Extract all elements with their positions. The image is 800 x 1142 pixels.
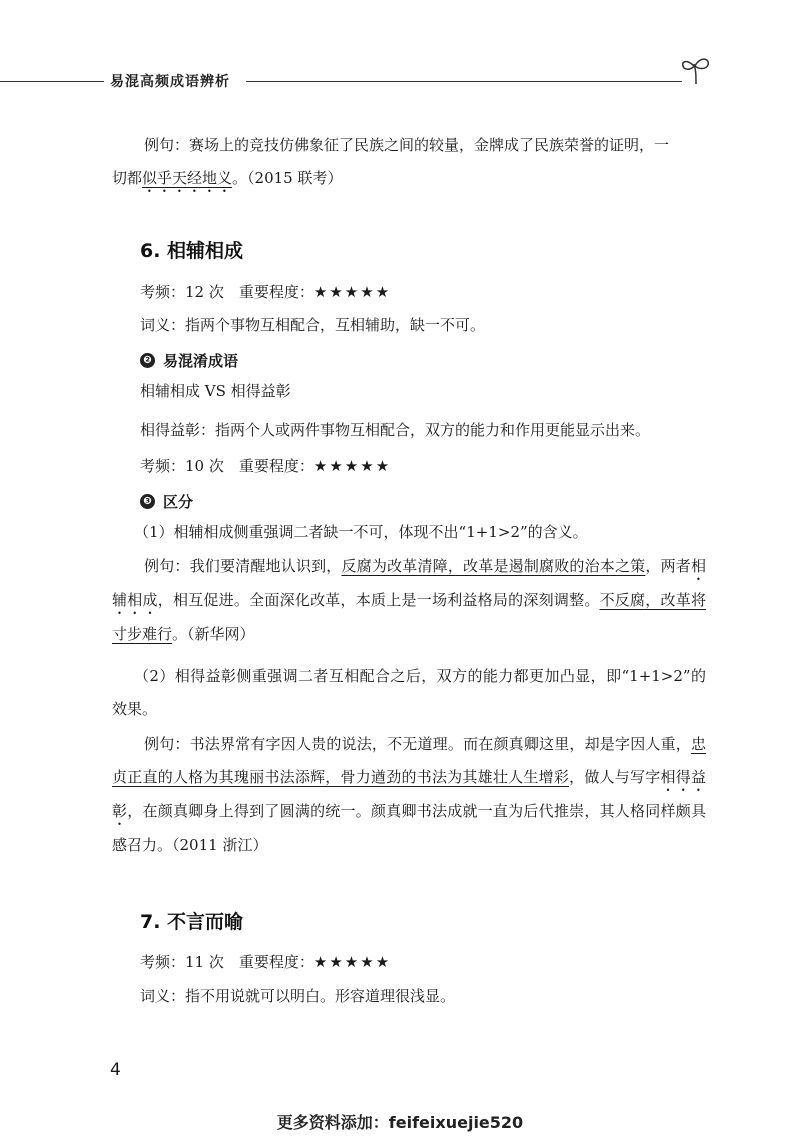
distinction-point-2: （2）相得益彰侧重强调二者互相配合之后，双方的能力都更加凸显，即“1+1>2”的效果。 [112,667,706,718]
confusable-frequency-line: 考频：10 次 重要程度：★★★★★ [140,457,392,475]
distinguish-heading: ❸ 区分 [140,491,193,512]
running-header-title: 易混高频成语辨析 [110,74,230,90]
confusable-definition: 相得益彰：指两个人或两件事物互相配合，双方的能力和作用更能显示出来。 [140,421,651,439]
confusable-heading: ❷ 易混淆成语 [140,350,238,371]
importance-stars: ★★★★★ [313,283,392,301]
highlighted-idiom: 似乎天经地义 [142,169,233,187]
entry-title-6: 6. 相辅相成 [140,240,244,262]
entry-title-7: 7. 不言而喻 [140,911,244,933]
importance-stars: ★★★★★ [313,457,392,475]
frequency-line: 考频：12 次 重要程度：★★★★★ [140,283,392,301]
meaning-line: 词义：指两个事物互相配合，互相辅助，缺一不可。 [140,316,486,334]
header-rule-right [246,81,682,82]
number-3-icon: ❸ [140,494,155,509]
highlighted-idiom: 相得益彰 [112,768,706,820]
highlighted-idiom: 相辅相成 [112,557,706,609]
confusable-pair: 相辅相成 VS 相得益彰 [140,382,291,400]
underlined-phrase: 反腐为改革清障，改革是遏制腐败的治本之策 [341,557,646,575]
underlined-phrase: 不反腐，改革将寸步难行 [112,591,706,643]
underlined-phrase: 忠贞正直的人格为其瑰丽书法添辉，骨力遒劲的书法为其雄壮人生增彩 [112,735,706,786]
page-number: 4 [110,1060,121,1080]
importance-stars: ★★★★★ [313,953,392,971]
header-rule-left [0,81,104,82]
example-sentence-entry5: 例句：赛场上的竞技仿佛象征了民族之间的较量，金牌成了民族荣誉的证明，一 切都似乎天经地义。（2015 联考） [112,136,670,187]
frequency-line: 考频：11 次 重要程度：★★★★★ [140,953,392,971]
meaning-line: 词义：指不用说就可以明白。形容道理很浅显。 [140,987,456,1005]
sprout-icon [678,54,714,86]
example-sentence-2: 例句：书法界常有字因人贵的说法，不无道理。而在颜真卿这里，却是字因人重，忠贞正直的人格为其瑰丽书法添辉，骨力遒劲的书法为其雄壮人生增彩，做人与写字相得益彰，在颜真卿身上得到了圆满的统一。颜真卿书法成就一直为后代推崇，其人格同样颇具感召力。（2011 浙江） [112,735,706,854]
number-2-icon: ❷ [140,353,155,368]
distinction-point-1: （1）相辅相成侧重强调二者缺一不可，体现不出“1+1>2”的含义。 [134,523,588,541]
example-sentence-1: 例句：我们要清醒地认识到，反腐为改革清障，改革是遏制腐败的治本之策，两者相辅相成，相互促进。全面深化改革，本质上是一场利益格局的深刻调整。不反腐，改革将寸步难行。（新华网） [112,557,706,643]
footer-contact-text: 更多资料添加：feifeixuejie520 [276,1113,524,1132]
